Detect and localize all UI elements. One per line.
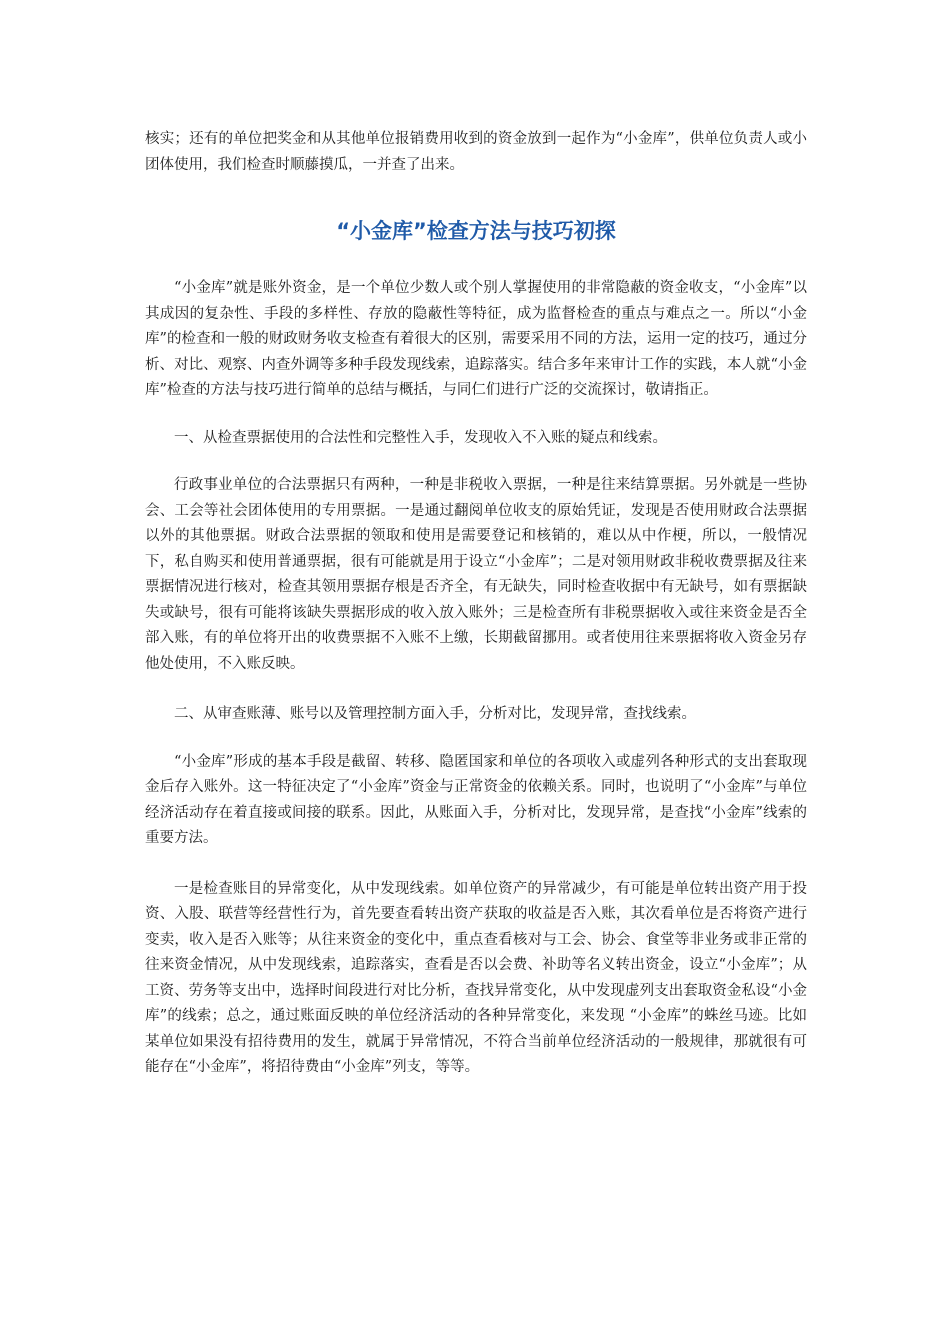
- paragraph-spacer: [145, 677, 807, 702]
- body-paragraph: 行政事业单位的合法票据只有两种，一种是非税收入票据，一种是往来结算票据。另外就是一些协会、工会等社会团体使用的专用票据。一是通过翻阅单位收支的原始凭证，发现是否使用财政合法票据以外的其他票据。财政合法票据的领取和使用是需要登记和核销的，难以从中作梗，所以，一般情况下，私自购买和使用普通票据，很有可能就是用于设立“小金库”；二是对领用财政非税收费票据及往来票据情况进行核对，检查其领用票据存根是否齐全，有无缺失，同时检查收据中有无缺号，如有票据缺失或缺号，很有可能将该缺失票据形成的收入放入账外；三是检查所有非税票据收入或往来资金是否全部入账，有的单位将开出的收费票据不入账不上缴，长期截留挪用。或者使用往来票据将收入资金另存他处使用，不入账反映。: [145, 477, 807, 672]
- body-paragraph: “小金库”形成的基本手段是截留、转移、隐匿国家和单位的各项收入或虚列各种形式的支出套取现金后存入账外。这一特征决定了“小金库”资金与正常资金的依赖关系。同时，也说明了“小金库”与单位经济活动存在着直接或间接的联系。因此，从账面入手，分析对比，发现异常，是查找“小金库”线索的重要方法。: [145, 753, 807, 846]
- paragraph-spacer: [145, 451, 807, 473]
- section-heading: 一、从检查票据使用的合法性和完整性入手，发现收入不入账的疑点和线索。: [174, 429, 667, 446]
- body-paragraph: “小金库”就是账外资金，是一个单位少数人或个别人掌握使用的非常隐蔽的资金收支，“小金库”以其成因的复杂性、手段的多样性、存放的隐蔽性等特征，成为监督检查的重点与难点之一。所以“小金库”的检查和一般的财政财务收支检查有着很大的区别，需要采用不同的方法，运用一定的技巧，通过分析、对比、观察、内查外调等多种手段发现线索，追踪落实。结合多年来审计工作的实践，本人就“小金库”检查的方法与技巧进行简单的总结与概括，与同仁们进行广泛的交流探讨，敬请指正。: [145, 280, 807, 398]
- paragraph-spacer: [145, 728, 807, 750]
- paragraph-spacer: [145, 404, 807, 426]
- document-body: [145, 127, 807, 1081]
- body-paragraph: 一是检查账目的异常变化，从中发现线索。如单位资产的异常减少，有可能是单位转出资产用于投资、入股、联营等经营性行为，首先要查看转出资产获取的收益是否入账，其次看单位是否将资产进行变卖，收入是否入账等；从往来资金的变化中，重点查看核对与工会、协会、食堂等非业务或非正常的往来资金情况，从中发现线索，追踪落实，查看是否以会费、补助等名义转出资金，设立“小金库”；从工资、劳务等支出中，选择时间段进行对比分析，查找异常变化，从中发现虚列支出套取资金私设“小金库”的线索；总之，通过账面反映的单位经济活动的各种异常变化，来发现 “小金库”的蛛丝马迹。比如某单位如果没有招待费用的发生，就属于异常情况，不符合当前单位经济活动的一般规律，那就很有可能存在“小金库”，将招待费由“小金库”列支，等等。: [145, 880, 807, 1075]
- section-heading: 二、从审查账薄、账号以及管理控制方面入手，分析对比，发现异常，查找线索。: [174, 706, 696, 722]
- paragraph-spacer: [145, 852, 807, 877]
- article-title: “小金库”检查方法与技巧初探: [336, 219, 616, 243]
- intro-paragraph: 核实；还有的单位把奖金和从其他单位报销费用收到的资金放到一起作为“小金库”，供单位负责人或小团体使用，我们检查时顺藤摸瓜，一并查了出来。: [145, 131, 807, 173]
